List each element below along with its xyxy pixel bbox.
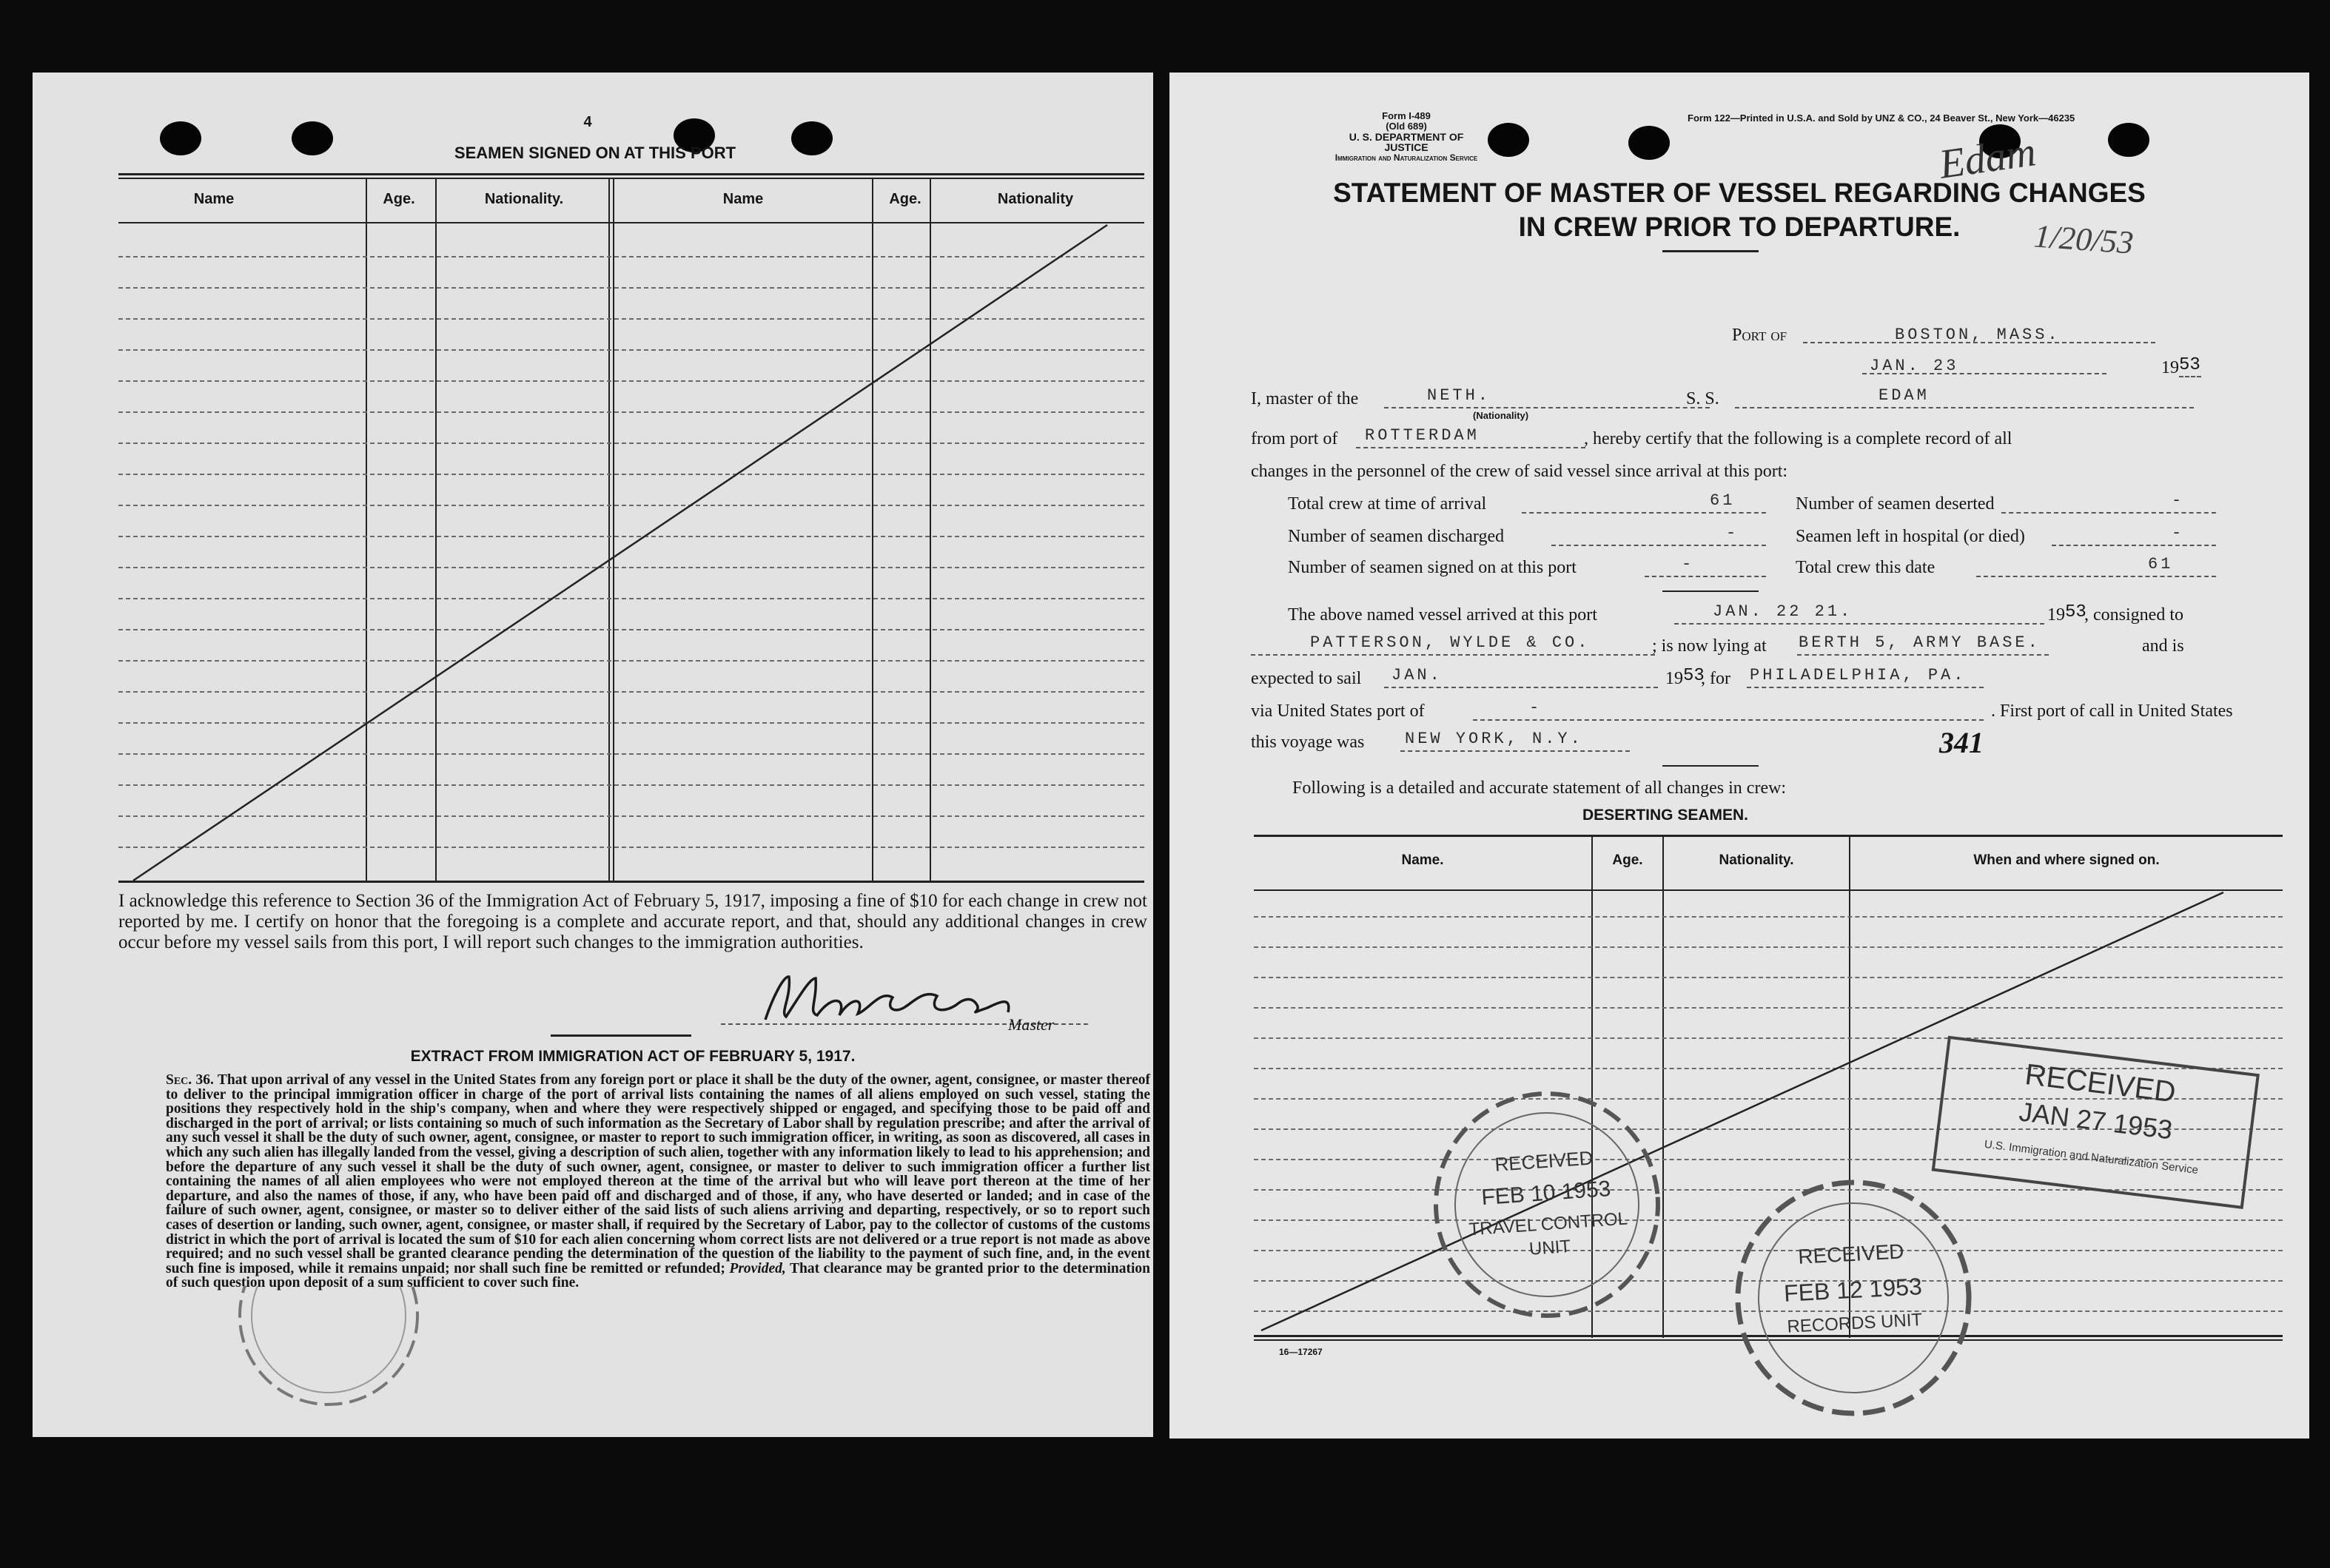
- provided: Provided,: [729, 1260, 786, 1276]
- col-header-name: Name: [193, 191, 235, 207]
- faint-stamp: [210, 1286, 447, 1427]
- expected-label: expected to sail: [1251, 669, 1362, 688]
- title-line-2: IN CREW PRIOR TO DEPARTURE.: [1518, 212, 1961, 242]
- col-header-nationality: Nationality.: [484, 191, 564, 207]
- arrived-date: JAN. 22 21.: [1713, 602, 1853, 621]
- stamp-received: RECEIVED: [1494, 1146, 1594, 1176]
- signed-on-label: Number of seamen signed on at this port: [1288, 558, 1577, 577]
- discharged-value: -: [1726, 524, 1739, 542]
- deserted-value: -: [2172, 491, 2185, 510]
- destination-value: PHILADELPHIA, PA.: [1750, 666, 1967, 684]
- date-value: JAN. 23: [1870, 357, 1959, 375]
- extract-title: EXTRACT FROM IMMIGRATION ACT OF FEBRUARY 5, 1917.: [410, 1048, 856, 1065]
- nationality-value: NETH.: [1427, 386, 1491, 405]
- stamp-unit: RECORDS UNIT: [1786, 1310, 1923, 1337]
- service: Immigration and Naturalization Service: [1334, 152, 1478, 163]
- following-text: Following is a detailed and accurate statement of all changes in crew:: [1292, 778, 1787, 798]
- col-header-nationality: Nationality.: [1719, 852, 1794, 868]
- deserting-title: DESERTING SEAMEN.: [1582, 807, 1749, 824]
- via-port-value: -: [1529, 699, 1542, 717]
- travel-control-stamp: [1421, 1079, 1673, 1330]
- total-crew-date-value: 61: [2148, 555, 2174, 573]
- signed-on-value: -: [1682, 555, 1695, 573]
- consigned-label: , consigned to: [2084, 605, 2183, 625]
- left-page: [33, 73, 1153, 1437]
- stamp-received: RECEIVED: [1797, 1239, 1905, 1268]
- stamp-date: FEB 12 1953: [1783, 1273, 1923, 1307]
- acknowledgement-text: I acknowledge this reference to Section 36 of the Immigration Act of February 5, 1917, imposing a fine of $10 for each change in crew not reported by me. I certify on honor that the foregoing is a complete and accurate report, and that, should any additional changes in crew occur before my vessel sails from this port, I will report such changes to the immigration authorities.: [118, 891, 1147, 952]
- stamp-received: RECEIVED: [2023, 1057, 2178, 1109]
- right-page: [1169, 73, 2309, 1439]
- stamp-unit-name: TRAVEL CONTROL: [1468, 1208, 1628, 1240]
- nationality-caption: (Nationality): [1473, 410, 1529, 421]
- ss-label: S. S.: [1686, 389, 1719, 408]
- col-header-signed-on: When and where signed on.: [1973, 852, 2160, 868]
- deserted-label: Number of seamen deserted: [1796, 494, 1995, 514]
- extract-text: [166, 1073, 1150, 1291]
- and-is-label: and is: [2142, 636, 2184, 656]
- sec-tail: That clearance may be granted prior to the determination of such question upon deposit of a sum sufficient to cover such fine.: [166, 1260, 1150, 1291]
- records-unit-stamp: [1720, 1165, 1987, 1431]
- total-crew-arrival-value: 61: [1710, 491, 1736, 510]
- from-port-label: from port of: [1251, 429, 1338, 448]
- col-header-age: Age.: [1612, 852, 1643, 868]
- strike-line: [33, 73, 1153, 960]
- for-label: , for: [1701, 669, 1730, 688]
- master-label: Master: [1008, 1015, 1055, 1034]
- lying-at-value: BERTH 5, ARMY BASE.: [1799, 633, 2041, 652]
- year-suffix: 53: [2179, 355, 2200, 375]
- form-number: Form I-489: [1382, 110, 1431, 121]
- stamp-service: U.S. Immigration and Naturalization Service: [1984, 1137, 2199, 1177]
- arrival-year-suffix: 53: [2065, 602, 2086, 622]
- via-label: via United States port of: [1251, 701, 1425, 721]
- arrived-label: The above named vessel arrived at this port: [1288, 605, 1597, 625]
- arrival-year-prefix: 19: [2047, 605, 2065, 625]
- certify-text: , hereby certify that the following is a complete record of all: [1584, 429, 2012, 448]
- master-of-label: I, master of the: [1251, 389, 1359, 408]
- col-header-age: Age.: [889, 191, 921, 207]
- total-crew-date-label: Total crew this date: [1796, 558, 1935, 577]
- col-header-nationality: Nationality: [997, 191, 1074, 207]
- first-port-value: NEW YORK, N.Y.: [1405, 730, 1583, 748]
- first-port-label: . First port of call in United States: [1991, 701, 2233, 721]
- vessel-name: EDAM: [1879, 386, 1930, 405]
- sail-year-prefix: 19: [1665, 669, 1683, 688]
- stamp-unit: UNIT: [1528, 1236, 1571, 1259]
- changes-text: changes in the personnel of the crew of said vessel since arrival at this port:: [1251, 462, 1788, 481]
- port-of-value: BOSTON, MASS.: [1895, 326, 2061, 344]
- port-of-label: Port of: [1732, 326, 1787, 345]
- department: U. S. DEPARTMENT OF JUSTICE: [1349, 131, 1464, 153]
- col-header-age: Age.: [383, 191, 415, 207]
- left-title: SEAMEN SIGNED ON AT THIS PORT: [454, 144, 736, 162]
- sec-text: That upon arrival of any vessel in the United States from any foreign port or place it shall be the duty of the owner, agent, consignee, or master thereof to deliver to the principal immigration officer in charge of the port of arrival lists containing the names of all aliens employed on such vessel, stating the positions they respectively hold in the ship's company, when and where they were respectively shipped or engaged, and specifying those to be paid off and discharged in the port of arrival; or lists containing so much of such information as the Secretary of Labor shall by regulation prescribe; and after the arrival of any such vessel it shall be the duty of such owner, agent, consignee, or master to report to such immigration officer, in writing, as soon as discovered, all cases in which any such alien has illegally landed from the vessel, giving a description of such alien, together with any information likely to lead to his apprehension; and before the departure of any such vessel it shall be the duty of such owner, agent, consignee, or master to deliver to such immigration officer a further list containing the names of all alien employees who were not employed thereon at the time of the arrival but who will leave port thereon at the time of her departure, and also the names of those, if any, who have been paid off and discharged and of those, if any, who have deserted or landed; and in case of the failure of such owner, agent, consignee, or master so to deliver either of the said lists of such aliens arriving and departing, respectively, or so to report such cases of desertion or landing, such owner, agent, consignee, or master shall, if required by the Secretary of Labor, pay to the collector of customs of the customs district in which the port of arrival is located the sum of $10 for each alien concerning whom correct lists are not delivered or a true report is not made as above required; and no such vessel shall be granted clearance pending the determination of the question of the liability to the payment of such fine, and, in the event such fine is imposed, while it remains unpaid; nor shall such fine be remitted or refunded;: [166, 1072, 1151, 1276]
- printer-line: Form 122—Printed in U.S.A. and Sold by UNZ & CO., 24 Beaver St., New York—46235: [1688, 112, 2075, 124]
- sail-year-suffix: 53: [1683, 666, 1705, 686]
- hospital-label: Seamen left in hospital (or died): [1796, 527, 2025, 546]
- discharged-label: Number of seamen discharged: [1288, 527, 1505, 546]
- year-prefix: 19: [2161, 358, 2179, 377]
- consignee-value: PATTERSON, WYLDE & CO.: [1310, 633, 1591, 652]
- lying-label: ; is now lying at: [1652, 636, 1767, 656]
- voyage-label: this voyage was: [1251, 733, 1365, 752]
- footer-code: 16—17267: [1279, 1347, 1323, 1357]
- sail-date-value: JAN.: [1391, 666, 1443, 684]
- from-port-value: ROTTERDAM: [1365, 426, 1480, 445]
- title-line-1: STATEMENT OF MASTER OF VESSEL REGARDING CHANGES: [1333, 178, 2146, 208]
- divider: [551, 1034, 691, 1037]
- col-header-name: Name: [722, 191, 764, 207]
- form-old-number: (Old 689): [1386, 121, 1427, 132]
- stamp-date: JAN 27 1953: [2017, 1096, 2175, 1145]
- page-number: 4: [583, 114, 592, 130]
- sec-label: Sec. 36.: [166, 1072, 214, 1088]
- handwritten-date: 1/20/53: [2032, 218, 2135, 261]
- stamp-date: FEB 10 1953: [1480, 1176, 1612, 1211]
- col-header-name: Name.: [1401, 852, 1444, 868]
- hospital-value: -: [2172, 524, 2185, 542]
- total-crew-arrival-label: Total crew at time of arrival: [1288, 494, 1487, 514]
- handwritten-number: 341: [1939, 726, 1984, 759]
- handwritten-ship-name: Edam: [1936, 129, 2039, 188]
